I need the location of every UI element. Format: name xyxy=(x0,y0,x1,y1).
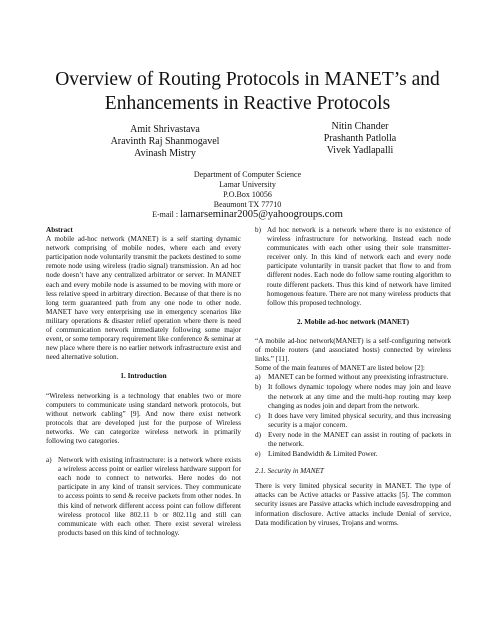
list-item-label: e) xyxy=(255,450,261,459)
list-item-label: d) xyxy=(255,430,261,439)
university: Lamar University xyxy=(219,180,276,189)
list-item-label: a) xyxy=(255,373,261,382)
list-item-text: Limited Bandwidth & Limited Power. xyxy=(268,450,378,459)
features-intro: Some of the main features of MANET are listed below [2]: xyxy=(255,364,425,373)
list-item xyxy=(255,450,451,459)
right-column xyxy=(255,226,451,534)
list-item xyxy=(255,373,451,382)
title-line-1: Overview of Routing Protocols in MANET’s and xyxy=(55,69,440,90)
left-column xyxy=(46,226,241,539)
introduction-heading: 1. Introduction xyxy=(120,372,167,381)
author: Vivek Yadlapalli xyxy=(326,145,394,156)
email-address[interactable]: lamarseminar2005@yahoogroups.com xyxy=(180,209,343,220)
list-item-text: Network with existing infrastructure: is a network where exists a wireless access point or earlier wireless hardware support for each node to connect to networks. Here nodes do not participate in any kind of transit services. They communicate to access points to send & receive packets from other nodes. In this kind of network different access point can follow different wireless protocol like 802.11 b or 802.11g and still can communicate with each other. There exist several wireless products based on this kind of technology. xyxy=(58,456,241,537)
security-body: There is very limited physical security in MANET. The type of attacks can be Active attacks or Passive attacks [5]. The common security issues are Passive attacks which include eavesdropping and information disclosure. Active attacks include Denial of service, Data modification by viruses, Trojans and worms. xyxy=(255,482,451,527)
authors-right xyxy=(290,121,430,157)
section-2-heading: 2. Mobile ad-hoc network (MANET) xyxy=(297,317,409,326)
affiliation xyxy=(130,170,365,220)
city: Beaumont TX 77710 xyxy=(213,200,282,209)
list-item xyxy=(255,226,451,308)
paper-title xyxy=(20,68,475,116)
email-line xyxy=(130,210,365,220)
authors-left xyxy=(90,124,240,160)
email-label: E-mail : xyxy=(152,210,179,219)
list-item-text: It follows dynamic topology where nodes may join and leave the network at any time and the multi-hop routing may keep changing as nodes join and depart from the network. xyxy=(268,383,451,410)
list-item-text: It does have very limited physical security, and thus increasing security is a major concern. xyxy=(268,411,451,429)
author: Prashanth Patlolla xyxy=(323,133,397,144)
security-subheading: 2.1. Security in MANET xyxy=(255,467,324,476)
abstract-heading: Abstract xyxy=(46,226,73,234)
list-item-label: c) xyxy=(255,411,261,420)
department: Department of Computer Science xyxy=(193,170,302,179)
author: Aravinth Raj Shanmogavel xyxy=(110,136,220,147)
abstract-body: A mobile ad-hoc network (MANET) is a self starting dynamic network comprising of mobile nodes, where each and every participation node voluntarily transmit the packets destined to some remote node using wireless (radio signal) transmission. An ad hoc node doesn’t have any centralized arbitrator or server. In MANET each and every mobile node is assumed to be moving with more or less relative speed in arbitrary direction. Because of that there is no long term guaranteed path from any one node to other node. MANET have very enterprising use in emergency scenarios like military operations & disaster relief operation where there is need of communication network immediately following some major event, or some temporary requirement like conference & seminar at new place where there is no earlier network infrastructure exist and need alternative solution. xyxy=(46,235,241,362)
list-item-label: b) xyxy=(255,226,261,234)
manet-quote: “A mobile ad-hoc network(MANET) is a self-configuring network of mobile routers (and associated hosts) connected by wireless links.” [11]. xyxy=(255,336,451,364)
list-item-label: b) xyxy=(255,383,261,392)
list-item xyxy=(255,383,451,410)
title-line-2: Enhancements in Reactive Protocols xyxy=(104,93,391,114)
author: Nitin Chander xyxy=(331,121,389,132)
introduction-body: “Wireless networking is a technology that enables two or more computers to communicate using standard network protocols, but without network cabling” [9]. And now there exist network protocols that are developed just for the purpose of Wireless networks. We can categorize wireless network in primarily following two categories. xyxy=(46,391,241,445)
list-item xyxy=(46,456,241,538)
list-item xyxy=(255,412,451,430)
po-box: P.O.Box 10056 xyxy=(223,190,272,199)
list-item-text: Ad hoc network is a network where there is no existence of wireless infrastructure for networking. Instead each node communicates with each other using their sole transmitter-receiver only. In this kind of network each and every node participate voluntarily in transit packet that flow to and from different nodes. Each node do follow same routing algorithm to route different packets. Thus this kind of network have limited homogenous feature. There are not many wireless products that follow this proposed technology. xyxy=(267,226,451,307)
author: Avinash Mistry xyxy=(134,148,196,159)
author: Amit Shrivastava xyxy=(130,124,200,135)
list-item xyxy=(255,431,451,449)
list-item-text: MANET can be formed without any preexisting infrastructure. xyxy=(268,373,449,382)
list-item-text: Every node in the MANET can assist in routing of packets in the network. xyxy=(268,430,451,448)
features-list xyxy=(255,373,451,459)
list-item-label: a) xyxy=(46,456,52,465)
